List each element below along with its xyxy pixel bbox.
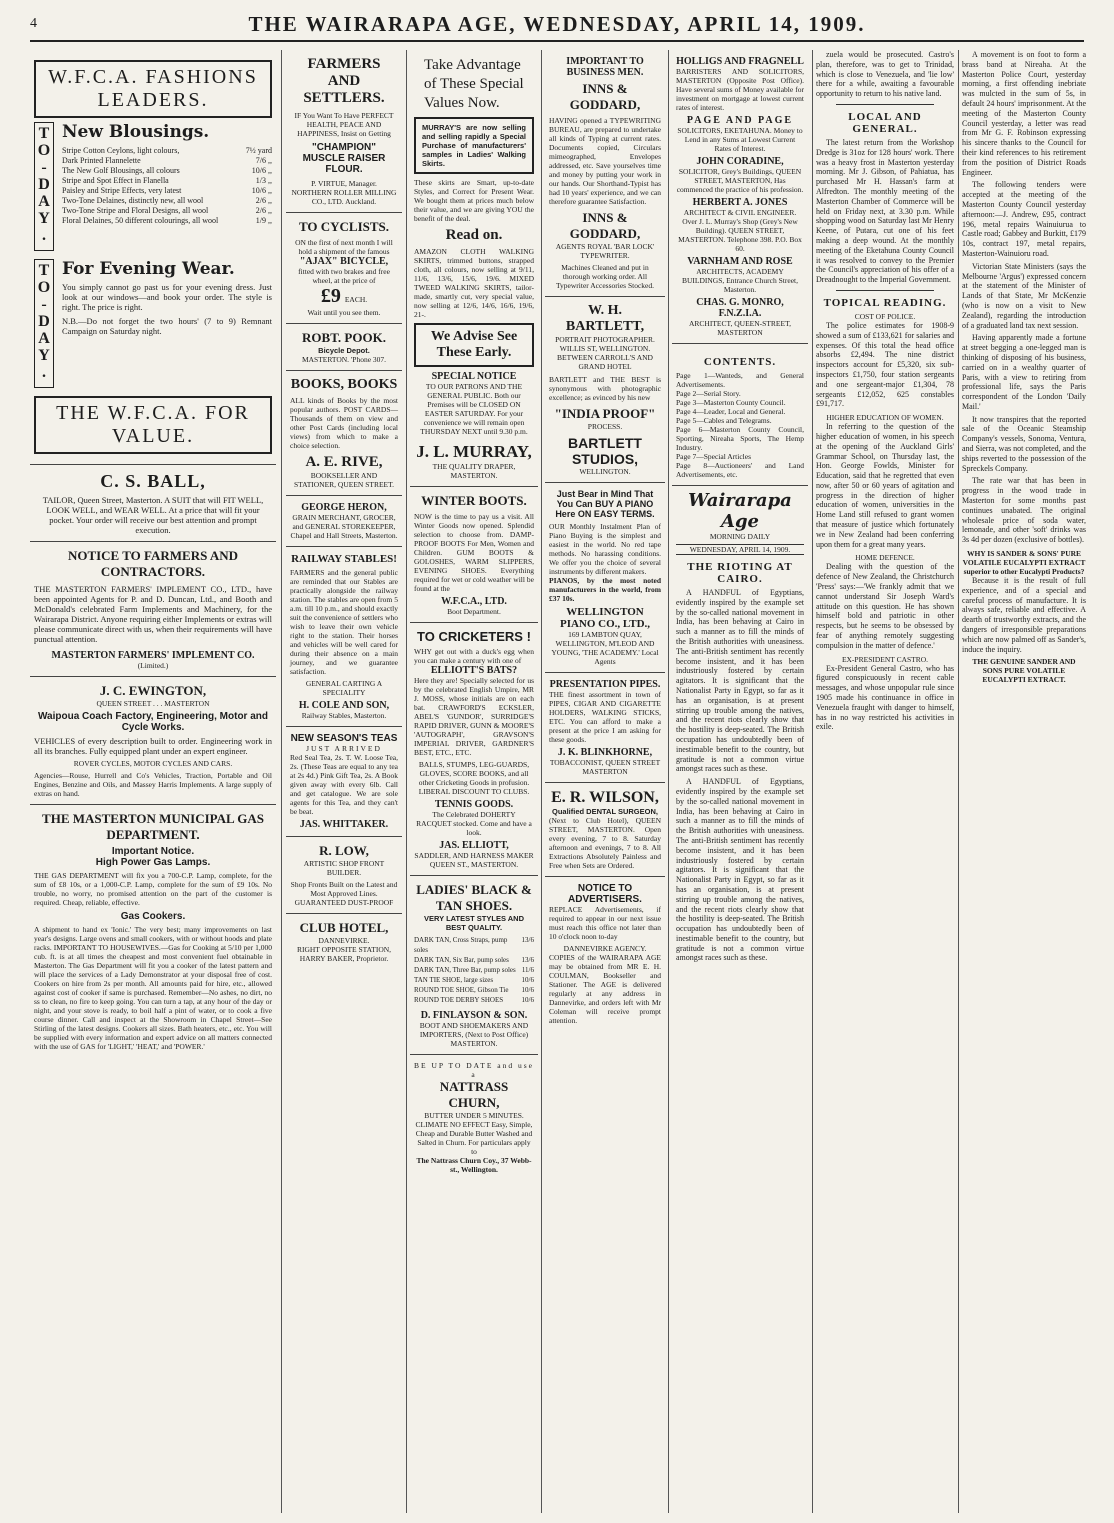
teas-title: NEW SEASON'S TEAS [290, 733, 398, 744]
studios-sub: WELLINGTON. [579, 467, 631, 476]
flour-brand: "CHAMPION" MUSCLE RAISER FLOUR. [302, 142, 386, 175]
whittaker-name: JAS. WHITTAKER. [299, 819, 389, 830]
low-builder-ad [286, 837, 402, 914]
value-banner: THE W.F.C.A. FOR VALUE. [34, 396, 272, 454]
list-item: The New Golf Blousings, all colours 10/6 ,, [62, 166, 272, 175]
murray-sub: THE QUALITY DRAPER, MASTERTON. [432, 462, 516, 480]
list-item: TAN TIE SHOE, large sizes 10/6 [414, 976, 534, 984]
tennis-text: The Celebrated DOHERTY RACQUET stocked. Come and have a look. [416, 810, 532, 837]
dannevirke-text: COPIES of the WAIRARAPA AGE may be obtained from MR E. H. COULMAN, Bookseller and Stationer. The AGE is delivered regularly at any address in Dannevirke, and orders left with Mr Coleman will receive prompt attention. [549, 953, 661, 1025]
elliott-name: JAS. ELLIOTT, [439, 840, 509, 851]
balls-text: BALLS, STUMPS, LEG-GUARDS, GLOVES, SCORE BOOKS, and all other Cricketing Goods in profusion. LIBERAL DISCOUNT TO CLUBS. [418, 760, 530, 796]
monro-text: ARCHITECT, QUEEN-STREET, MASTERTON [688, 319, 791, 337]
implement-co-sub: (Limited.) [137, 661, 169, 670]
finlayson-name: D. FINLAYSON & SON. [420, 1010, 528, 1021]
victoria-text: Victorian State Ministers (says the Melbourne 'Argus') expressed concern at the statement of the Minister of Lands of that State, Mr McKenzie (who is now on a visit to New Zealand), regarding the introduction of a graduated land tax next session. [962, 261, 1086, 330]
jones-name: HERBERT A. JONES [692, 197, 788, 208]
cole-name: H. COLE AND SON, [298, 700, 390, 711]
tennis-title: TENNIS GOODS. [434, 799, 514, 810]
paper-date: WEDNESDAY, APRIL 14, 1909. [676, 544, 804, 555]
sander-end: THE GENUINE SANDER AND SONS PURE VOLATILE EUCALYPTI EXTRACT. [972, 657, 1076, 685]
bartlett-best: BARTLETT and THE BEST is synonymous with photographic excellence; as evinced by his new [549, 375, 661, 402]
page-number: 4 [30, 16, 37, 31]
today-vertical-2: TO-DAY. [34, 259, 54, 388]
contents-item: Page 5—Cables and Telegrams. [676, 416, 772, 425]
ball-text: TAILOR, Queen Street, Masterton. A SUIT that will FIT WELL, LOOK WELL, and WEAR WELL. At a price that will fit your pocket. Your order will receive our best attention and prompt execution. [42, 495, 264, 535]
police-text: The police estimates for 1908-9 showed a sum of £133,621 for salaries and expenses. Of this total the head office absorbs £2,494. The nine district inspectors account for £5,320, six sub-inspectors £1,750, four station sergeants and one sergeant-major £1,304, 78 sergeants £12,052, 625 constables £91,717. [816, 320, 954, 409]
wellington-piano: WELLINGTON PIANO CO., LTD., [559, 606, 651, 630]
column-rule [958, 50, 959, 1513]
inns-title: INNS & GODDARD, [569, 81, 641, 112]
masthead [30, 6, 1084, 42]
pook-phone: MASTERTON. 'Phone 307. [301, 355, 387, 364]
bartlett-studios: BARTLETT STUDIOS, [568, 435, 642, 467]
churn-name: NATTRASS CHURN, [439, 1079, 509, 1110]
rive-sub: BOOKSELLER AND STATIONER, QUEEN STREET. [293, 471, 395, 489]
list-item: Stripe Cotton Ceylons, light colours, 7½ yard [62, 146, 272, 155]
list-item: Floral Delaines, 50 different colourings, all wool 1/9 ,, [62, 216, 272, 225]
finlayson-sub: BOOT AND SHOEMAKERS AND IMPORTERS, (Next to Post Office) MASTERTON. [419, 1021, 529, 1048]
india-proof: "INDIA PROOF" [554, 406, 656, 421]
dannevirke-title: DANNEVIRKE AGENCY. [563, 944, 647, 953]
inns-name-2: INNS & GODDARD, [569, 210, 641, 241]
column-rule [281, 50, 282, 1513]
gas-notice: Important Notice. [111, 846, 195, 857]
pipes-title: PRESENTATION PIPES. [549, 679, 661, 690]
home-text: Dealing with the question of the defence of New Zealand, the Christchurch 'Press' says:—'We frankly admit that we cannot understand Sir Joseph Ward's attitude on this question. He has shown himself bold and patriotic in other respects, but he seems to be obsessed by fear of anything remotely suggesting compulsion in the matter of defence.' [816, 562, 954, 650]
cole-sub: Railway Stables, Masterton. [301, 711, 387, 720]
heron-name: GEORGE HERON, [301, 502, 387, 513]
books-ad [286, 371, 402, 496]
local-general-text: The latest return from the Workshop Dredge is 31oz for 128 hours' work. There was a heavy frost in Masterton yesterday morning. Mr J. Gibson, of Pahiatua, has purchased Mr H. Hassan's farm at Alfredton. The monthly meeting of the Masterton Chamber of Commerce will be held on Friday next, at 3.30 p.m. While shopping wood on Saturday last Mr Henry Keene, of Putara, cut one of his feet making a deep wound. At the monthly meeting of the Eketahuna County Council it was resolved to convey to the Premier the Council's appreciation of his offer of a Dreadnought to the Imperial Government. [816, 137, 954, 285]
low-name: R. LOW, [319, 843, 369, 858]
fashion-banner: W.F.C.A. FASHIONS LEADERS. [34, 60, 272, 118]
leader-text: A HANDFUL of Egyptians, evidently inspired by the example set by the so-called national movement in India, has been behaving at Cairo in such a manner as to fill the minds of the British authorities with uneasiness. The anti-British sentiment has recently become insistent, and it has been industriously fostered by certain agitators. It is significant that the Nationalist Party in Egypt, so far as it has an organisation, is at present stirring up trouble among the natives, and the recent riots clearly show that the hostility is deep-seated. The British occupation has undoubtedly been of inestimable benefit to the country, but gratitude is not a common virtue amongst races such as these. [676, 588, 804, 774]
column-2 [286, 50, 402, 1513]
farmers-notice-title: NOTICE TO FARMERS AND CONTRACTORS. [67, 548, 239, 579]
advertisers-notice [545, 877, 665, 1031]
ajax-bicycle: "AJAX" BICYCLE, [299, 256, 389, 267]
column-rule [406, 50, 407, 1513]
club-hotel-ad [286, 914, 402, 969]
having-text: Having apparently made a fortune at street begging a one-legged man is thinking of disposing of his business, carried on in a wealthy quarter of Paris, with a view to retiring from professional life, says the Paris correspondent of the London 'Daily Mail.' [962, 333, 1086, 411]
wfca-ltd: W.F.C.A., LTD. [441, 596, 507, 607]
editorial [672, 486, 808, 970]
higher-title: HIGHER EDUCATION OF WOMEN. [826, 413, 944, 423]
murray-box: MURRAY'S are now selling and selling rapidly a Special Purchase of manufacturers' samples in Ladies' Walking Skirts. [414, 117, 534, 174]
contents-item: Page 7—Special Articles [676, 452, 751, 461]
ajax-price: £9 [320, 285, 341, 307]
ajax-each: EACH. [344, 295, 368, 304]
skirts-text: These skirts are Smart, up-to-date Styles, and Correct for Present Wear. We bought them at prices much below their value, and we are giving YOU the benefit of the deal. [414, 178, 534, 223]
rive-name: A. E. RIVE, [305, 454, 383, 470]
ladies-shoes-ad [410, 876, 538, 1055]
cricketers-ad [410, 623, 538, 876]
column-rule [668, 50, 669, 1513]
piano-text: Just Bear in Mind That You Can BUY A PIANO Here ON EASY TERMS. [555, 489, 655, 519]
paper-sub: MORNING DAILY [709, 532, 771, 541]
wilson-name: E. R. WILSON, [551, 789, 659, 806]
business-title: IMPORTANT TO BUSINESS MEN. [566, 56, 644, 78]
wilson-text: (Next to Club Hotel), QUEEN STREET, MASTERTON. Open every evening, 7 to 8. Saturday afternoon and evenings, 7 to 8. All Extractions Absolutely Painless and Free when Sets are Ordered. [549, 816, 661, 870]
sander-text: Because it is the result of full experience, and of a special and careful process of manufacture. It is always safe, reliable and effective. A dearth of trustworthy extracts, and the dangers of irresponsible preparations which are now palmed off as Sander's, induce the inquiry. [962, 576, 1086, 654]
club-sub: DANNEVIRKE. [318, 936, 370, 945]
jones-text: ARCHITECT & CIVIL ENGINEER. Over J. L. Murray's Shop (Grey's New Building). QUEEN STREET, MASTERTON. Telephone 398. P.O. Box 60. [678, 208, 802, 253]
evening-text: You simply cannot go past us for your evening dress. Just look at our windows—and book your order. The style is right. The price is right. [62, 282, 272, 312]
contents-item: Page 2—Serial Story. [676, 389, 741, 398]
list-item: Paisley and Stripe Effects, very latest 10/6 ,, [62, 186, 272, 195]
paper-nameplate: Wairarapa Age [688, 490, 792, 532]
blouse-list [34, 146, 272, 226]
list-item: Stripe and Spot Effect in Flanella 1/3 ,, [62, 176, 272, 185]
list-item: Two-Tone Stripe and Floral Designs, all wool 2/6 ,, [62, 206, 272, 215]
bartlett-name: W. H. BARTLETT, [565, 303, 645, 334]
murray-ad [410, 50, 538, 487]
special-text: TO OUR PATRONS AND THE GENERAL PUBLIC. Both our Premises will be CLOSED ON EASTER SATURDAY. For your convenience we will remain open THURSDAY NEXT until 9.30 p.m. [420, 382, 528, 436]
pook-ad [286, 324, 402, 371]
contents-item: Page 6—Masterton County Council, Sporting, Nireaha Sports, The Hemp Industry. [676, 425, 804, 452]
teas-text: Red Seal Tea, 2s. T. W. Loose Tea, 2s. (These Teas are equal to any tea at 2s 4d.) Pink Gift Tea, 2s. A Book given away with every 6lb. Call and get catalogue. We are sole agents for this Tea, and they can't be beat. [290, 753, 398, 816]
gas-cookers-text: A shipment to hand ex 'Ionic.' The very best; many improvements on last year's designs. Large ovens and small cookers, with or without hoods and plate racks. IMPORTANT TO HOUSEWIVES.—Gas for Cooking at 5/10 per 1,000 cub. ft. is at all times the cheapest and most convenient fuel obtainable in Masterton. The Gas Department will fit you a cooker of the latest pattern and will place the services of a Lady Demonstrator at your disposal free of cost. Cookers on hire from 2s per month. All amounts paid for hire, etc., allowed against cost of cooker if same is purchased. Remember—No ashes, no dirt, no ss to clean, no fire to keep going. You can turn a tap, at any hour of the day or night, and your stove is ready, to boil half a pint of water, or to cook a five course dinner. Call and inspect at the Showroom in Chapel Street—See Stirling of the latest designs. Cookers all sizes. Bath heaters, etc., etc. You will be supplied with every information and expert advice on all matters connected with the use of GAS for 'LIGHT,' 'HEAT,' and 'POWER.' [34, 925, 272, 1051]
sander-title: WHY IS SANDER & SONS' PURE VOLATILE EUCALYPTI EXTRACT superior to other Eucalypti Products? [962, 549, 1086, 577]
special-notice: SPECIAL NOTICE [431, 371, 517, 382]
column-3 [410, 50, 538, 1513]
column-6 [816, 50, 954, 1513]
nattrass-churn-ad [410, 1055, 538, 1180]
wilson-sub: Qualified DENTAL SURGEON, [552, 807, 658, 816]
leader-text-2: A HANDFUL of Egyptians, evidently inspired by the example set by the so-called national movement in India, has been behaving at Cairo in such a manner as to fill the minds of the British authorities with uneasiness. The anti-British sentiment has recently become insistent, and it has been industriously fostered by certain agitators. It is significant that the Nationalist Party in Egypt, so far as it has an organisation, is at present stirring up trouble among the natives, and the recent riots clearly show that the hostility is deep-seated. The British occupation has undoubtedly been of inestimable benefit to the country, but gratitude is not a common virtue amongst races such as these. [676, 777, 804, 963]
ladies-sub: VERY LATEST STYLES AND BEST QUALITY. [423, 914, 524, 932]
list-item: DARK TAN, Three Bar, pump soles 11/6 [414, 966, 534, 974]
newspaper-title: THE WAIRARAPA AGE, WEDNESDAY, APRIL 14, 1909. [248, 12, 866, 36]
cyclists-ad [286, 213, 402, 324]
pianos-line: PIANOS, by the most noted manufacturers in the world, from £37 10s. [549, 576, 661, 603]
railway-text: FARMERS and the general public are reminded that our Stables are practically alongside the railway station. The stables are open from 5 a.m. till 10 p.m., and should exactly suit the convenience of settlers who wish to leave their own vehicle right to the station. Their horses and vehicles will be well cared for during their absence on a main journey, and we guarantee satisfaction. [290, 568, 398, 676]
coradine-name: JOHN CORADINE, [696, 156, 784, 167]
books-text: ALL kinds of Books by the most popular authors. POST CARDS—Thousands of them on view and other Post Cards (including local views) from which to make a choice selection. [290, 396, 398, 450]
cyclists-text: ON the first of next month I will hold a shipment of the famous [295, 238, 393, 256]
flour-sign: P. VIRTUE, Manager. NORTHERN ROLLER MILLING CO., LTD. Auckland. [291, 179, 397, 206]
farmers-settlers-title: FARMERS AND SETTLERS. [303, 56, 385, 106]
police-title: COST OF POLICE. [854, 311, 916, 321]
hollings-text: BARRISTERS AND SOLICITORS, MASTERTON (Opposite Post Office). Have several sums of Money available for investment on mortgage at lowest current rates of interest. [676, 67, 804, 112]
club-name: CLUB HOTEL, [299, 920, 389, 935]
ewington-agencies: Agencies—Rouse, Hurrell and Co's Vehicles, Traction, Portable and Oil Engines, Benzine and Oils, and Massey Harris Implements. A large supply of extras on hand. [34, 771, 272, 798]
castro-title: EX-PRESIDENT CASTRO. [841, 654, 929, 664]
ball-name: C. S. BALL, [100, 471, 206, 491]
varnham-name: VARNHAM AND ROSE [687, 256, 793, 267]
pipes-ad [545, 673, 665, 783]
farmers-notice-ad [30, 542, 276, 677]
hollings-name: HOLLIGS AND FRAGNELL [676, 56, 804, 67]
boot-dept: Boot Department. [447, 607, 501, 616]
remnant-note: N.B.—Do not forget the two hours' (7 to 9) Remnant Campaign on Saturday night. [62, 316, 272, 336]
ewington-cycles: ROVER CYCLES, MOTOR CYCLES AND CARS. [73, 759, 233, 768]
bartlett-sub: PORTRAIT PHOTOGRAPHER. WILLIS ST, WELLINGTON. [555, 335, 655, 353]
ewington-heading: Waipoua Coach Factory, Engineering, Motor and Cycle Works. [37, 711, 268, 733]
inns-machines: Machines Cleaned and put in thorough working order. All Typewriter Accessories Stocked. [556, 263, 654, 290]
column-rule [541, 50, 542, 1513]
implement-co-title: MASTERTON FARMERS' IMPLEMENT CO. [51, 650, 255, 661]
murray-name: J. L. MURRAY, [416, 442, 532, 461]
ajax-text: fitted with two brakes and free wheel, at the price of [298, 267, 390, 285]
inns-goddard-ad [545, 50, 665, 297]
railway-title: RAILWAY STABLES! [291, 553, 397, 565]
new-blousings-heading: New Blousings. [62, 122, 210, 142]
low-text: Shop Fronts Built on the Latest and Most Approved Lines. GUARANTEED DUST-PROOF [290, 880, 398, 907]
advantage-heading: Take Advantage of These Special Values Now. [424, 57, 524, 111]
elliott-bats: ELLIOTT'S BATS? [430, 665, 518, 676]
list-item: DARK TAN, Cross Straps, pump soles 13/6 [414, 936, 534, 954]
list-item: Dark Printed Flannelette 7/6 ,, [62, 156, 272, 165]
topical-title: TOPICAL READING. [823, 296, 947, 309]
wfca-fashions-ad [30, 50, 276, 465]
tenders-text: The following tenders were accepted at the meeting of the Masterton County Council yesterday afternoon:—J. Andrew, £95, contract 196, metal repairs Wainuiurua to Castle road; Gabbey and Burkitt, £179 10s, contract 197, metal repairs, Masterton-Wainuioru road. [962, 180, 1086, 258]
ewington-address: QUEEN STREET . . . MASTERTON [96, 699, 210, 708]
advise-heading: We Advise See These Early. [414, 323, 534, 367]
read-on: Read on. [445, 227, 503, 243]
heron-ad [286, 496, 402, 547]
cricket-body: Here they are! Specially selected for us by the celebrated English Umpire, MR J. MOSS, whose initials are on each bat. CRAWFORD'S ECKSLER, ABEL'S 'GUNDOR', SURRIDGE'S RAPID DRIVER, GUNN & MOORE'S 'AUTOGRAPH', GRAVSON'S IMPERIAL DRIVER, GARDNER'S BEST, ETC., ETC. [414, 676, 534, 757]
coradine-text: SOLICITOR, Grey's Buildings, QUEEN STREET, MASTERTON, Has commenced the practice of his profession. [676, 167, 804, 194]
churn-body: BUTTER UNDER 5 MINUTES. CLIMATE NO EFFECT Easy, Simple, Cheap and Durable Butter Washed and Salted in Churn. For particulars apply to [415, 1111, 533, 1156]
winter-boots-ad [410, 487, 538, 623]
column-7 [962, 50, 1086, 1513]
castro-continued: zuela would be prosecuted. Castro's plan, therefore, was to get to Trinidad, which is close to Venezuela, and 'lie low' there for a while, awaiting a favourable opportunity to return to his native land. [816, 50, 954, 99]
leader-title: THE RIOTING AT CAIRO. [687, 561, 793, 585]
blinkhorne-name: J. K. BLINKHORNE, [557, 747, 653, 758]
contents-item: Page 1—Wanteds, and General Advertisements. [676, 371, 804, 389]
amazon-text: AMAZON CLOTH WALKING SKIRTS, trimmed buttons, strapped cloth, all colours, now selling at 9/11, 11/6, 13/6, 15/6, 19/6. MIXED TWEED WALKING SKIRTS, tailor-made, smartly cut, very special value, now selling at 12/6, 14/6, 16/6, 19/6, 21-. [414, 247, 534, 319]
piano-ad [545, 483, 665, 673]
cyclists-title: TO CYCLISTS. [298, 219, 390, 234]
contents-title: CONTENTS. [703, 356, 777, 368]
gas-text: THE GAS DEPARTMENT will fix you a 700-C.P. Lamp, complete, for the sum of £8 10s, or a 1,000-C.P. Lamp, complete for the sum of £9 10s. No trouble, no worry, no promised attention on the part of the customer is required. Cheap, reliable, effective. [34, 871, 272, 907]
wilson-ad [545, 783, 665, 877]
champion-flour-ad [286, 50, 402, 213]
winter-text: NOW is the time to pay us a visit. All Winter Goods now opened. Splendid selection to choose from. DAMP-PROOF BOOTS For Men, Women and Children. GUM BOOTS & GOLOSHES, WARM SLIPPERS, EVENING SHOES. Everything required for wet or cold weather will be found at the [414, 512, 534, 593]
winter-title: WINTER BOOTS. [421, 493, 527, 508]
home-title: HOME DEFENCE. [855, 553, 915, 563]
blinkhorne-sub: TOBACCONIST, QUEEN STREET MASTERTON [549, 758, 661, 776]
teas-ad [286, 727, 402, 837]
bartlett-between: BETWEEN CARROLL'S AND GRAND HOTEL [557, 353, 653, 371]
inns-sub: AGENTS ROYAL 'BAR LOCK' TYPEWRITER. [555, 242, 655, 260]
list-item: ROUND TOE DERBY SHOES 10/6 [414, 996, 534, 1004]
churn-text: BE UP TO DATE and use a [414, 1061, 534, 1079]
ewington-text: VEHICLES of every description built to order. Engineering work in all its branches. Fully equipped plant under an expert engineer. [34, 736, 272, 756]
contents-box [672, 344, 808, 486]
gas-department-ad [30, 805, 276, 1057]
contents-item: Page 8—Auctioneers' and Land Advertisements, etc. [676, 461, 804, 479]
railway-stables-ad [286, 547, 402, 727]
column-1 [30, 50, 276, 1513]
ajax-wait: Wait until you see them. [307, 308, 381, 317]
higher-text: In referring to the question of the higher education of women, in his speech at the opening of the Auckland Girls' Grammar School, on Thursday last, the Hon. George Fowlds, Minister for Education, said that he regretted that even now, after 50 or 60 years of agitation and progress in the direction of higher education of women, universities in the Home Land still refused to grant women that measure of justice which fortunately we in New Zealand had been conferring upon them for a great many years. [816, 422, 954, 549]
shoe-list [414, 935, 534, 1005]
today-vertical-1: TO-DAY. [34, 122, 54, 251]
column-rule [812, 50, 813, 1513]
list-item: DARK TAN, Six Bar, pump soles 13/6 [414, 956, 534, 964]
pipes-text: THE finest assortment in town of PIPES, CIGAR AND CIGARETTE HOLDERS, WALKING STICKS, ETC. You can afford to make a present at the price I am asking for these goods. [549, 690, 661, 744]
column-4 [545, 50, 665, 1513]
solicitors-cards [672, 50, 808, 344]
inns-text: HAVING opened a TYPEWRITING BUREAU, are prepared to undertake all kinds of Typing at current rates. Documents copied, Circulars mimeographed, Envelopes addressed, etc. Save yourselves time and money by putting your work in our hands. Our Shorthand-Typist has had 10 years' experience, and we can therefore guarantee Satisfaction. [549, 116, 661, 206]
tariff-text: The rate war that has been in progress in the wood trade in Masterton for some months past continues unabated. The original wholesale price of soda water, lemonade, and other 'soft' drinks was 3s 4d per dozen (exclusive of bottles). [962, 476, 1086, 545]
contents-item: Page 4—Leader, Local and General. [676, 407, 786, 416]
list-item: Two-Tone Delaines, distinctly new, all wool 2/6 ,, [62, 196, 272, 205]
elliott-sub: SADDLER, AND HARNESS MAKER QUEEN ST., MASTERTON. [414, 851, 534, 869]
books-title: BOOKS, BOOKS [290, 377, 398, 392]
pook-sub: Bicycle Depot. [318, 346, 370, 355]
castro-body: Ex-President General Castro, who has figured conspicuously in recent cable messages, and whose unpopular rule since 1905 made his continuance in office in Venezuela fraught with danger to himself, has in no way restricted his activities in exile. [816, 663, 954, 732]
list-item: ROUND TOE SHOE, Gibson Tie 10/6 [414, 986, 534, 994]
cricket-text: WHY get out with a duck's egg when you can make a century with one of [414, 647, 534, 665]
evening-wear-heading: For Evening Wear. [62, 259, 235, 279]
ball-tailor-ad [30, 465, 276, 542]
process: PROCESS. [587, 422, 623, 431]
club-text: RIGHT OPPOSITE STATION, HARRY BAKER, Proprietor. [296, 945, 392, 963]
advertisers-title: NOTICE TO ADVERTISERS. [568, 883, 642, 905]
bartlett-ad [545, 297, 665, 483]
oceanic-text: It now transpires that the reported sale of the Oceanic Steamship Company's vessels, Sonoma, Ventura, and Sierra, was not completed, and the ships reverted to the possession of the Spreckels Company. [962, 414, 1086, 473]
cricketers-title: TO CRICKETERS ! [417, 629, 531, 644]
ewington-ad [30, 677, 276, 805]
churn-co: The Nattrass Churn Coy., 37 Webb-st., Wellington. [416, 1156, 532, 1174]
pook-name: ROBT. POOK. [302, 330, 386, 345]
advertisers-text: REPLACE Advertisements, if required to appear in our next issue must reach this office not later than 10 o'clock noon to-day [549, 905, 661, 941]
teas-arrived: JUST ARRIVED [306, 744, 382, 753]
page-text: SOLICITORS, EKETAHUNA. Money to Lend in any Sums at Lowest Current Rates of Interest. [677, 126, 803, 153]
low-sub: ARTISTIC SHOP FRONT BUILDER. [303, 859, 385, 877]
gas-title: THE MASTERTON MUNICIPAL GAS DEPARTMENT. [42, 811, 264, 842]
gas-lamps: High Power Gas Lamps. [95, 857, 211, 868]
column-5 [672, 50, 808, 1513]
gas-cookers-heading: Gas Cookers. [120, 911, 186, 922]
heron-text: GRAIN MERCHANT, GROCER, and GENERAL STOREKEEPER, Chapel and Hall Streets, Masterton. [290, 513, 398, 540]
ewington-name: J. C. EWINGTON, [99, 683, 207, 698]
varnham-text: ARCHITECTS, ACADEMY BUILDINGS, Entrance Church Street, Masterton. [681, 267, 798, 294]
page-name: PAGE AND PAGE [686, 115, 794, 126]
railway-carting: GENERAL CARTING A SPECIALITY [305, 679, 383, 697]
ladies-title: LADIES' BLACK & TAN SHOES. [416, 882, 532, 913]
flour-text: IF You Want To Have PERFECT HEALTH, PEACE AND HAPPINESS, Insist on Getting [294, 111, 394, 138]
farmers-notice-text: THE MASTERTON FARMERS' IMPLEMENT CO., LTD., have been appointed Agents for P. and D. Duncan, Ltd., and Booth and McDonald's celebrated Farm Implements and Machinery, for the Wairarapa District. Anyone requiring either Implements or extras will please communicate direct with us, when their requirements will have punctual attention. [34, 584, 272, 644]
movement-text: A movement is on foot to form a brass band at Nireaha. At the Masterton Police Court, yesterday morning, a first offending inebriate was mulcted in the sum of 5s, in default 24 hours' imprisonment. At the meeting of the Masterton County Council yesterday, a letter was read from Mr G. F. Robinson expressing his sincere thanks to the Council for their kind references to his retirement from the position of District Roads Engineer. [962, 50, 1086, 177]
local-general-title: LOCAL AND GENERAL. [848, 110, 922, 135]
piano-body: OUR Monthly Instalment Plan of Piano Buying is the simplest and easiest in the world. No red tape methods. No harassing conditions. We offer you the choice of several instruments by different makers. [549, 522, 661, 576]
monro-name: CHAS. G. MONRO, F.N.Z.I.A. [696, 297, 784, 319]
contents-item: Page 3—Masterton County Council. [676, 398, 786, 407]
wellington-addr: 169 LAMBTON QUAY, WELLINGTON, M'LEOD AND YOUNG, 'THE ACADEMY.' Local Agents [551, 630, 659, 666]
